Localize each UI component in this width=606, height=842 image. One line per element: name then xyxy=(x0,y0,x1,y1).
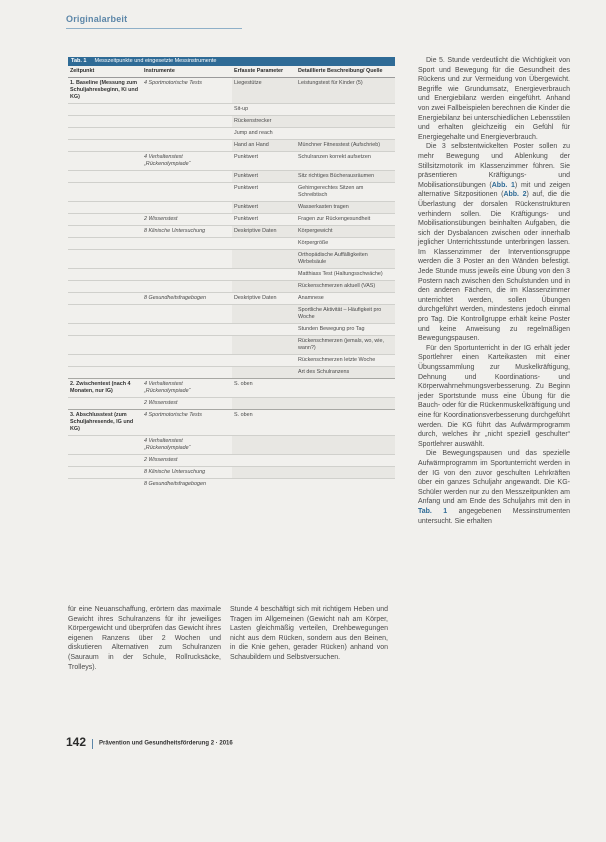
cell-beschreibung xyxy=(296,128,395,140)
cell-instrument: 8 Klinische Untersuchung xyxy=(142,467,232,479)
cell-zeitpunkt xyxy=(68,355,142,367)
table-row xyxy=(68,171,395,183)
table-header-row xyxy=(68,66,395,78)
cell-beschreibung xyxy=(296,410,395,436)
cell-parameter xyxy=(232,436,296,455)
table-header-cell: Erfasste Parameter xyxy=(232,66,296,78)
paragraph: für eine Neuanschaffung, erörtern das maximale Gewicht ihres Schulranzens für ihr jeweiliges Körpergewicht und überprüfen das Gewicht ihres eigenen Ranzens über 2 Wochen und diskutieren Alternativen zum Schulranzen (Sauraum in der Schule, Rollrucksäcke, Trolleys). xyxy=(68,606,221,671)
cell-instrument xyxy=(142,116,232,128)
table-row xyxy=(68,479,395,491)
cell-parameter xyxy=(232,324,296,336)
cell-beschreibung: Schulranzen korrekt aufsetzen xyxy=(296,152,395,171)
table-row xyxy=(68,250,395,269)
cell-zeitpunkt xyxy=(68,367,142,379)
cell-beschreibung xyxy=(296,116,395,128)
cell-beschreibung xyxy=(296,379,395,398)
cell-beschreibung: Art des Schulranzens xyxy=(296,367,395,379)
cell-zeitpunkt xyxy=(68,214,142,226)
table-row xyxy=(68,336,395,355)
cell-beschreibung xyxy=(296,104,395,116)
cell-zeitpunkt xyxy=(68,104,142,116)
cell-zeitpunkt xyxy=(68,324,142,336)
table-row xyxy=(68,281,395,293)
cell-parameter: Deskriptive Daten xyxy=(232,226,296,238)
paragraph xyxy=(418,449,570,526)
cell-parameter: Jump and reach xyxy=(232,128,296,140)
cell-instrument xyxy=(142,269,232,281)
journal-name: Prävention und Gesundheitsförderung 2 · 2016 xyxy=(99,740,233,747)
cell-zeitpunkt xyxy=(68,183,142,202)
paragraph xyxy=(418,142,570,343)
cell-zeitpunkt xyxy=(68,436,142,455)
cell-parameter xyxy=(232,467,296,479)
cell-parameter xyxy=(232,367,296,379)
cell-parameter: S. oben xyxy=(232,410,296,436)
cell-beschreibung: Rückenschmerzen (jemals, wo, wie, wann?) xyxy=(296,336,395,355)
cell-beschreibung: Körpergröße xyxy=(296,238,395,250)
table-row xyxy=(68,398,395,410)
table-header-cell: Zeitpunkt xyxy=(68,66,142,78)
cell-beschreibung xyxy=(296,467,395,479)
cell-parameter: Sit-up xyxy=(232,104,296,116)
cell-zeitpunkt: 1. Baseline (Messung zum Schuljahresbeginn, Ki und KG) xyxy=(68,78,142,104)
cell-parameter xyxy=(232,305,296,324)
cell-zeitpunkt: 3. Abschlusstest (zum Schuljahresende, IG und KG) xyxy=(68,410,142,436)
cell-parameter: Liegestütze xyxy=(232,78,296,104)
cell-beschreibung: Gehirngerechtes Sitzen am Schreibtisch xyxy=(296,183,395,202)
cell-zeitpunkt xyxy=(68,116,142,128)
cell-beschreibung xyxy=(296,398,395,410)
table-row xyxy=(68,367,395,379)
section-rule xyxy=(66,28,242,29)
cell-beschreibung: Wasserkasten tragen xyxy=(296,202,395,214)
paragraph: Für den Sportunterricht in der IG erhält jeder Sportlehrer einen Karteikasten mit einer Übungssammlung zur Muskelkräftigung, Dehnung und Koordinations- und Körperwahrnehmungsverbesserung. Zu Beginn jeder Sportstunde muss eine Übung für die Bauch- oder für die Rückenmuskelkräftigung und eine für Koordinationsverbesserung durchgeführt werden. Die KG führt das Aufwärmprogramm durch, welches ihr „nicht speziell geschulter“ Sportlehrer auswählt. xyxy=(418,344,570,448)
body-column-left xyxy=(68,605,221,672)
table-row xyxy=(68,78,395,104)
cell-parameter xyxy=(232,479,296,491)
figure-reference[interactable]: Abb. 2 xyxy=(503,191,527,199)
table-caption-text: Messzeitpunkte und eingesetzte Messinstrumente xyxy=(94,58,217,64)
paragraph-text: angegebenen Messinstrumenten untersucht. Sie erhalten xyxy=(418,507,570,525)
section-label: Originalarbeit xyxy=(66,14,128,24)
cell-zeitpunkt xyxy=(68,140,142,152)
cell-instrument xyxy=(142,238,232,250)
cell-instrument xyxy=(142,171,232,183)
cell-zeitpunkt xyxy=(68,152,142,171)
cell-beschreibung: Fragen zur Rückengesundheit xyxy=(296,214,395,226)
cell-beschreibung: Sitz richtiges Bücherausräumen xyxy=(296,171,395,183)
table-row xyxy=(68,152,395,171)
table-row xyxy=(68,238,395,250)
table-header-cell: Detaillierte Beschreibung/ Quelle xyxy=(296,66,395,78)
cell-instrument xyxy=(142,367,232,379)
cell-instrument xyxy=(142,324,232,336)
table-reference[interactable]: Tab. 1 xyxy=(418,507,448,515)
cell-parameter: Punktwert xyxy=(232,152,296,171)
cell-beschreibung: Anamnese xyxy=(296,293,395,305)
cell-zeitpunkt xyxy=(68,238,142,250)
cell-parameter: Punktwert xyxy=(232,171,296,183)
table-row xyxy=(68,128,395,140)
table-row xyxy=(68,379,395,398)
table-row xyxy=(68,410,395,436)
table-row xyxy=(68,269,395,281)
cell-instrument xyxy=(142,104,232,116)
table-row xyxy=(68,324,395,336)
cell-parameter: Hand an Hand xyxy=(232,140,296,152)
table-row xyxy=(68,293,395,305)
cell-instrument xyxy=(142,336,232,355)
table-row xyxy=(68,183,395,202)
table-row xyxy=(68,202,395,214)
table-header-cell: Instrumente xyxy=(142,66,232,78)
cell-instrument xyxy=(142,250,232,269)
cell-beschreibung: Rückenschmerzen letzte Woche xyxy=(296,355,395,367)
table-row xyxy=(68,116,395,128)
cell-beschreibung xyxy=(296,436,395,455)
paragraph-text: ) mit und zeigen alternative Sitzpositionen ( xyxy=(418,181,570,199)
cell-parameter xyxy=(232,336,296,355)
cell-beschreibung: Rückenschmerzen aktuell (VAS) xyxy=(296,281,395,293)
cell-parameter xyxy=(232,355,296,367)
cell-beschreibung: Orthopädische Auffälligkeiten Wirbelsäule xyxy=(296,250,395,269)
cell-parameter: Punktwert xyxy=(232,202,296,214)
cell-parameter xyxy=(232,281,296,293)
table-row xyxy=(68,226,395,238)
cell-zeitpunkt xyxy=(68,455,142,467)
cell-instrument xyxy=(142,281,232,293)
table-label: Tab. 1 xyxy=(71,58,87,64)
cell-zeitpunkt xyxy=(68,467,142,479)
cell-instrument xyxy=(142,140,232,152)
measurement-table xyxy=(68,66,395,490)
cell-zeitpunkt xyxy=(68,269,142,281)
cell-zeitpunkt xyxy=(68,336,142,355)
cell-zeitpunkt xyxy=(68,293,142,305)
page-number: 142 xyxy=(66,735,87,749)
footer-divider xyxy=(92,739,93,749)
cell-beschreibung: Leistungstest für Kinder (5) xyxy=(296,78,395,104)
cell-instrument xyxy=(142,305,232,324)
table-caption xyxy=(68,57,395,66)
table-row xyxy=(68,140,395,152)
cell-instrument xyxy=(142,128,232,140)
cell-instrument: 8 Gesundheitsfragebogen xyxy=(142,293,232,305)
cell-zeitpunkt xyxy=(68,202,142,214)
cell-beschreibung: Körpergewicht xyxy=(296,226,395,238)
cell-instrument: 4 Verhaltenstest „Rückenolympiade“ xyxy=(142,379,232,398)
cell-instrument: 4 Sportmotorische Tests xyxy=(142,410,232,436)
cell-instrument: 2 Wissenstest xyxy=(142,455,232,467)
cell-parameter xyxy=(232,398,296,410)
cell-instrument: 8 Gesundheitsfragebogen xyxy=(142,479,232,491)
figure-reference[interactable]: Abb. 1 xyxy=(491,181,515,189)
cell-beschreibung: Münchner Fitnesstest (Aufschrieb) xyxy=(296,140,395,152)
cell-beschreibung xyxy=(296,455,395,467)
cell-instrument xyxy=(142,355,232,367)
paragraph-text: Die 3 selbstentwickelten Poster sollen zu mehr Bewegung und Ablenkung der Stillsitzmotorik im Klassenzimmer führen. Sie präsentieren Kräftigungs- und Mobilisationsübungen ( xyxy=(418,143,570,189)
cell-zeitpunkt xyxy=(68,479,142,491)
cell-zeitpunkt xyxy=(68,128,142,140)
paragraph-text: ) auf, die die Überlastung der dorsalen Rückenstrukturen verhindern sollen. Die Kräftigungs- und Mobilisationsübungen beinhalten Aufgaben, die sich der Dysbalancen zwischen oder innerhalb jeglicher Unterrichtsstunde unterbringen lassen. Im Klassenzimmer der Interventionsgruppe werden die 3 Poster an den Wänden befestigt. Jede Stunde muss jeweils eine Übung von den 3 Postern nach zwischen den Schulstunden und in den anderen Fächern, die im Klassenzimmer unterrichtet werden, sollen Übungen durchgeführt werden, mindestens jedoch einmal pro Tag. Die Kontrollgruppe erhält keine Poster und keine Anweisung zu regelmäßigen Bewegungspausen. xyxy=(418,191,571,343)
table-row xyxy=(68,436,395,455)
cell-zeitpunkt xyxy=(68,305,142,324)
cell-instrument: 2 Wissenstest xyxy=(142,214,232,226)
table-row xyxy=(68,355,395,367)
paragraph: Stunde 4 beschäftigt sich mit richtigem Heben und Tragen im Allgemeinen (Gewicht nah am Körper, Lasten gleichmäßig verteilen, Drehbewegungen nicht aus dem Rücken, sondern aus den Beinen, in die Knie gehen, gerader Rücken) anhand von Schaubildern und Selbstversuchen. xyxy=(230,606,388,661)
cell-parameter xyxy=(232,238,296,250)
table-row xyxy=(68,455,395,467)
cell-instrument: 2 Wissenstest xyxy=(142,398,232,410)
cell-instrument xyxy=(142,202,232,214)
cell-parameter xyxy=(232,455,296,467)
table-row xyxy=(68,305,395,324)
cell-zeitpunkt xyxy=(68,226,142,238)
cell-parameter xyxy=(232,250,296,269)
cell-zeitpunkt xyxy=(68,171,142,183)
paragraph: Die 5. Stunde verdeutlicht die Wichtigkeit von Sport und Bewegung für die Gesundheit des Rückens und zur Vermeidung von Übergewicht. Begriffe wie Grundumsatz, Energieverbrauch und Energiebilanz werden eingeführt. Anhand von zwei Fallbeispielen berechnen die Kinder die Energiebilanz bei unterschiedlichen Lebensstilen und erhalten gleichzeitig ein Gefühl für Energiegehalte und Energieverbrauch. xyxy=(418,57,570,141)
table-body xyxy=(68,78,395,491)
cell-parameter: S. oben xyxy=(232,379,296,398)
page-footer xyxy=(66,735,233,749)
body-column-right xyxy=(418,56,570,526)
cell-beschreibung xyxy=(296,479,395,491)
cell-parameter: Deskriptive Daten xyxy=(232,293,296,305)
body-column-middle xyxy=(230,605,388,663)
cell-instrument xyxy=(142,183,232,202)
cell-zeitpunkt xyxy=(68,281,142,293)
cell-parameter xyxy=(232,269,296,281)
cell-parameter: Punktwert xyxy=(232,214,296,226)
cell-beschreibung: Stunden Bewegung pro Tag xyxy=(296,324,395,336)
cell-zeitpunkt xyxy=(68,250,142,269)
table-row xyxy=(68,214,395,226)
cell-zeitpunkt xyxy=(68,398,142,410)
cell-beschreibung: Matthiass Test (Haltungsschwäche) xyxy=(296,269,395,281)
cell-instrument: 4 Sportmotorische Tests xyxy=(142,78,232,104)
cell-instrument: 4 Verhaltenstest „Rückenolympiade“ xyxy=(142,152,232,171)
cell-beschreibung: Sportliche Aktivität – Häufigkeit pro Woche xyxy=(296,305,395,324)
table-row xyxy=(68,467,395,479)
cell-parameter: Rückenstrecker xyxy=(232,116,296,128)
cell-instrument: 4 Verhaltenstest „Rückenolympiade“ xyxy=(142,436,232,455)
paragraph-text: Die Bewegungspausen und das spezielle Aufwärmprogramm im Sportunterricht werden in der IG von den zuvor geschulten Lehrkräften über ein ganzes Schuljahr angewandt. Die KG-Schüler werden nur zu den Messzeitpunkten am Anfang und am Ende des Schuljahrs mit den in xyxy=(418,450,570,506)
table-row xyxy=(68,104,395,116)
cell-instrument: 8 Klinische Untersuchung xyxy=(142,226,232,238)
cell-zeitpunkt: 2. Zwischentest (nach 4 Monaten, nur IG) xyxy=(68,379,142,398)
cell-parameter: Punktwert xyxy=(232,183,296,202)
